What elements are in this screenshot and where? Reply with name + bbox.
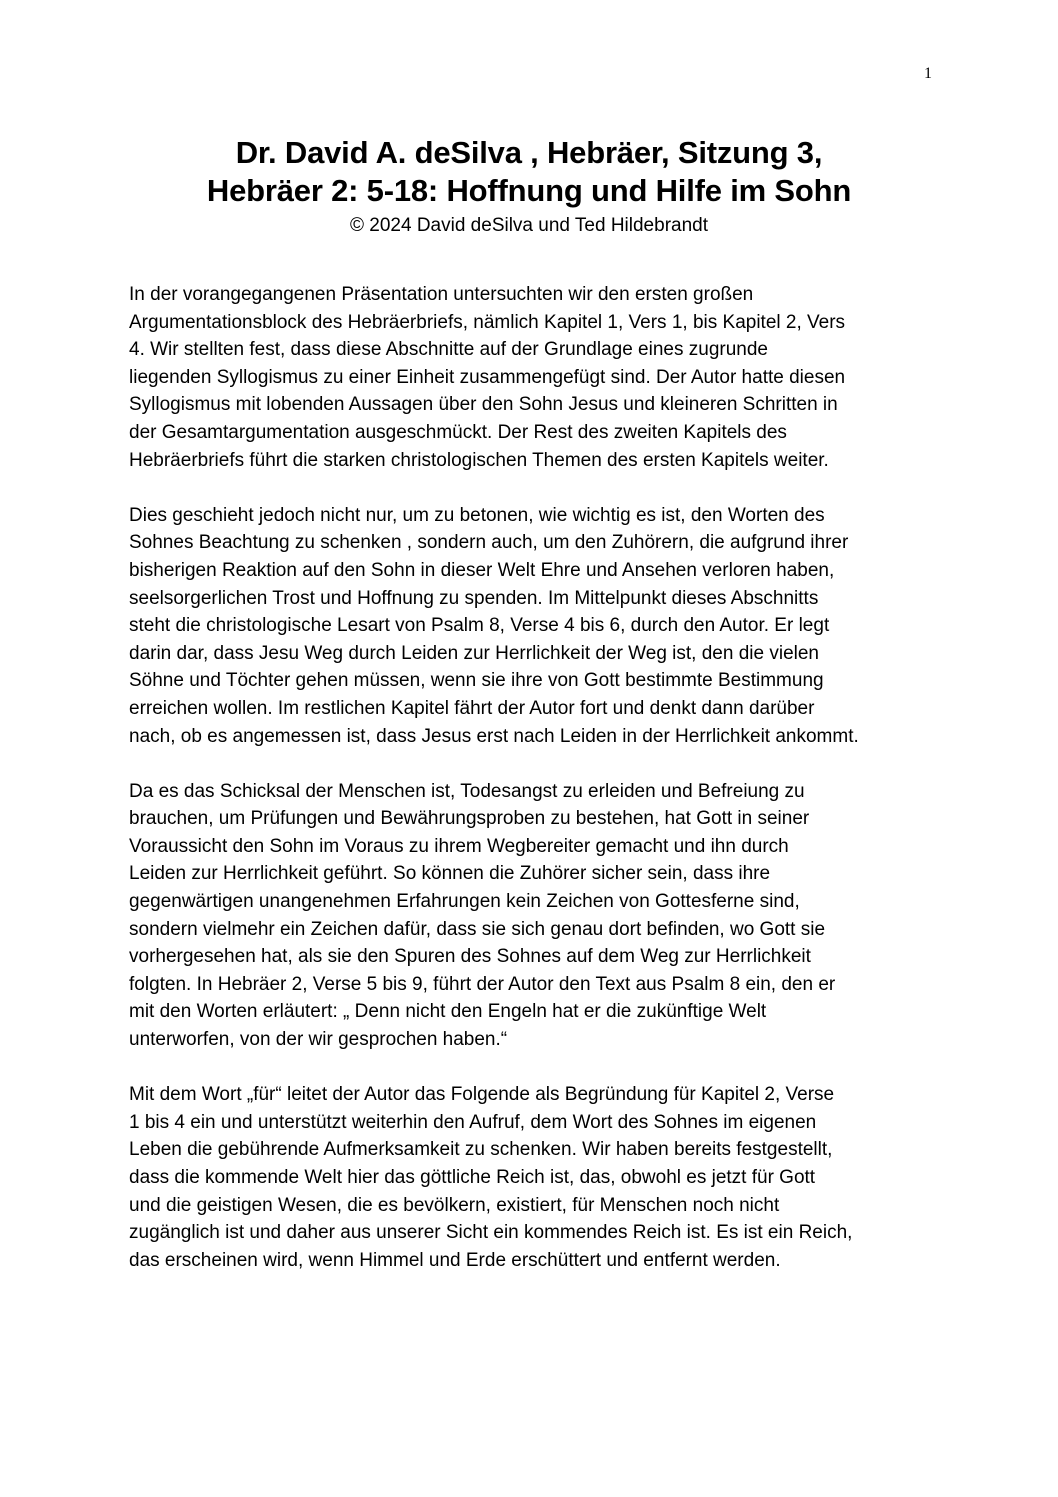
text-line: Leben die gebührende Aufmerksamkeit zu schenken. Wir haben bereits festgestellt, — [129, 1139, 833, 1161]
text-line: folgten. In Hebräer 2, Verse 5 bis 9, führt der Autor den Text aus Psalm 8 ein, den er — [129, 973, 836, 995]
text-line: gegenwärtigen unangenehmen Erfahrungen kein Zeichen von Gottesferne sind, — [129, 891, 800, 913]
text-line: 1 bis 4 ein und unterstützt weiterhin den Aufruf, dem Wort des Sohnes im eigenen — [129, 1111, 817, 1133]
text-line: vorhergesehen hat, als sie den Spuren des Sohnes auf dem Weg zur Herrlichkeit — [129, 946, 811, 968]
text-line: zugänglich ist und daher aus unserer Sicht ein kommendes Reich ist. Es ist ein Reich, — [129, 1222, 853, 1244]
text-line: nach, ob es angemessen ist, dass Jesus erst nach Leiden in der Herrlichkeit ankommt. — [129, 725, 859, 747]
text-line: Syllogismus mit lobenden Aussagen über den Sohn Jesus und kleineren Schritten in — [129, 394, 838, 416]
document-title-line-1: Dr. David A. deSilva , Hebräer, Sitzung 3, — [235, 135, 823, 170]
text-line: und die geistigen Wesen, die es bevölkern, existiert, für Menschen noch nicht — [129, 1194, 780, 1216]
paragraph-3 — [129, 778, 949, 1054]
paragraph-2 — [129, 502, 949, 750]
text-line: unterworfen, von der wir gesprochen haben.“ — [129, 1029, 508, 1051]
text-line: bisherigen Reaktion auf den Sohn in dieser Welt Ehre und Ansehen verloren haben, — [129, 559, 835, 581]
text-line: In der vorangegangenen Präsentation untersuchten wir den ersten großen — [129, 284, 754, 305]
text-line: Argumentationsblock des Hebräerbriefs, nämlich Kapitel 1, Vers 1, bis Kapitel 2, Vers — [129, 311, 846, 333]
text-line: das erscheinen wird, wenn Himmel und Erde erschüttert und entfernt werden. — [129, 1249, 781, 1271]
text-line: mit den Worten erläutert: „ Denn nicht den Engeln hat er die zukünftige Welt — [129, 1001, 767, 1023]
text-line: erreichen wollen. Im restlichen Kapitel fährt der Autor fort und denkt dann darüber — [129, 697, 815, 719]
text-line: 4. Wir stellten fest, dass diese Abschnitte auf der Grundlage eines zugrunde — [129, 339, 768, 361]
paragraph-4 — [129, 1081, 949, 1274]
text-line: sondern vielmehr ein Zeichen dafür, dass sie sich genau dort befinden, wo Gott sie — [129, 918, 826, 940]
text-line: Da es das Schicksal der Menschen ist, Todesangst zu erleiden und Befreiung zu — [129, 780, 805, 802]
text-line: Mit dem Wort „für“ leitet der Autor das Folgende als Begründung für Kapitel 2, Verse — [129, 1084, 835, 1106]
text-line: dass die kommende Welt hier das göttliche Reich ist, das, obwohl es jetzt für Gott — [129, 1167, 816, 1188]
text-line: Sohnes Beachtung zu schenken , sondern auch, um den Zuhörern, die aufgrund ihrer — [129, 532, 849, 554]
text-line: seelsorgerlichen Trost und Hoffnung zu spenden. Im Mittelpunkt dieses Abschnitts — [129, 587, 819, 609]
text-line: der Gesamtargumentation ausgeschmückt. Der Rest des zweiten Kapitels des — [129, 421, 787, 443]
document-header — [0, 134, 1058, 239]
text-line: steht die christologische Lesart von Psalm 8, Verse 4 bis 6, durch den Autor. Er legt — [129, 615, 830, 637]
text-line: Leiden zur Herrlichkeit geführt. So können die Zuhörer sicher sein, dass ihre — [129, 863, 771, 885]
document-title-line-2: Hebräer 2: 5-18: Hoffnung und Hilfe im Sohn — [206, 173, 852, 208]
copyright-notice: © 2024 David deSilva und Ted Hildebrandt — [350, 215, 708, 236]
text-line: Söhne und Töchter gehen müssen, wenn sie ihre von Gott bestimmte Bestimmung — [129, 670, 824, 692]
text-line: brauchen, um Prüfungen und Bewährungsproben zu bestehen, hat Gott in seiner — [129, 808, 810, 830]
text-line: darin dar, dass Jesu Weg durch Leiden zur Herrlichkeit der Weg ist, den die vielen — [129, 642, 819, 664]
text-line: Dies geschieht jedoch nicht nur, um zu betonen, wie wichtig es ist, den Worten des — [129, 504, 825, 526]
text-line: Voraussicht den Sohn im Voraus zu ihrem Wegbereiter gemacht und ihn durch — [129, 835, 789, 857]
paragraph-1 — [129, 281, 949, 474]
page-number: 1 — [924, 65, 932, 82]
document-body — [129, 281, 949, 1302]
text-line: liegenden Syllogismus zu einer Einheit zusammengefügt sind. Der Autor hatte diesen — [129, 366, 846, 388]
text-line: Hebräerbriefs führt die starken christologischen Themen des ersten Kapitels weiter. — [129, 449, 829, 471]
